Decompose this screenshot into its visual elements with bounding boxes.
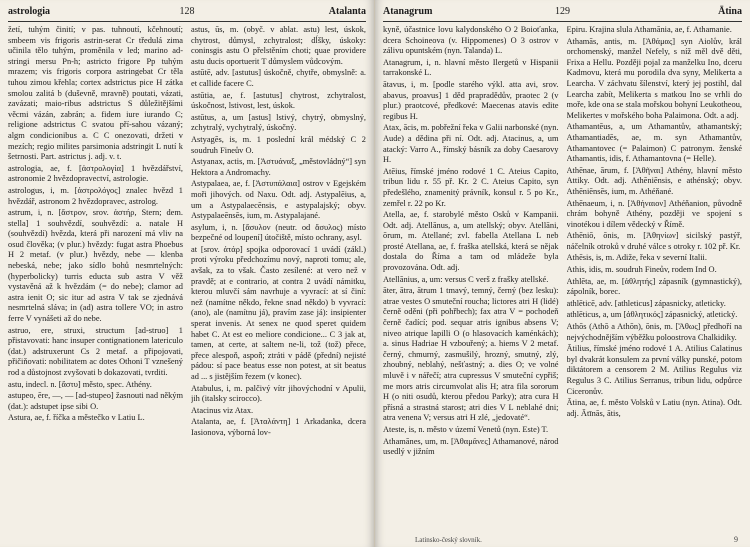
column-left bbox=[383, 25, 559, 533]
dictionary-entry: Athamānes, um, m. [Ἀθαμᾶνες] Athamanové, národ usedlý v jižním bbox=[383, 436, 559, 457]
dictionary-entry: āter, ātra, ātrum 1 tmavý, temný, černý (bez lesku): atrae vestes O smuteční roucha; lictores atri H (lidé) černě oděni (při pohřbech); fax atra V = pochodeň černě čadící; pod. sequar atris ignibus absens V; niveo atrique lapilli O (o hlasovacích kaménkách); a. sinus Hadriae H vzbouřený; a. hiems V 2 metaf. černý, chmurný, zasmušilý, hrozný, smutný, zlý, zhoubný, neblahý, nešťastný; a. dies O; ve volné mluvě i v nářečí; atra cupressus V smuteční cypřiš; me mors atris circumvolat alis H; atra fila sororum H (o niti osudů, kterou předou Parky); atra cura H přísná a strastná starost; atri dies V L neblahé dni; atra venena V; versus atri H zlé, „jedovaté“. bbox=[383, 286, 559, 423]
dictionary-entry: Atacinus viz Atax. bbox=[191, 405, 254, 415]
dictionary-entry: Athēnaeum, i, n. [Ἀθήναιον] Athéňanion, původně chrám bohyně Athény, později ve spojení s vinotékou i dílem vědecký v Římě. bbox=[566, 198, 742, 229]
header-rule bbox=[383, 21, 742, 22]
dictionary-entry: Athis, idis, m. soudruh Fineův, rodem Ind O. bbox=[566, 265, 717, 275]
header-guide-word-left: astrologia bbox=[8, 6, 51, 17]
dictionary-entry: athlēticē, adv. [athleticus] zápasnicky, atleticky. bbox=[566, 298, 726, 308]
footer-signature: Latinsko-český slovník. bbox=[415, 536, 482, 544]
dictionary-entry: Athēnae, ārum, f. [Ἀθῆναι] Athény, hlavní město Attiky. Odt. adj. Athēniēnsis, e athénský; obyv. Athēniēnsēs, ium, m. Athéňané. bbox=[566, 165, 742, 196]
dictionary-entry: Atalanta, ae, f. [Ἀταλάντη] 1 Arkadanka, dcera Iasionova, výborná lov- bbox=[191, 417, 366, 437]
dictionary-entry: Atabulus, i, m. palčivý vítr jihovýchodní v Apulii, jih (italsky scirocco). bbox=[191, 383, 366, 404]
header-guide-word-right: Ātina bbox=[718, 6, 742, 17]
dictionary-entry: astūtus, a, um [astus] lstivý, chytrý, obmyslný, zchytralý, vychytralý, úskočný. bbox=[191, 112, 366, 133]
text-columns bbox=[8, 25, 366, 533]
dictionary-entry: at [srov. ἀτάρ] spojka odporovací 1 uvádí (zákl.) proti výroku předchozímu nový, naproti tomu; ale, avšak, za to však. Často zesílené: at vero než v pravdě; at e contrario, at contra 2 uvádí námitku, kterou mluvčí sám navrhuje a vyvrací: at sí činí: než (namítne někdo, řekne snad někdo) b vyvrací: (ano), ale (namítnu já), pravím zase já): insipienter sperat invenis. At senex ne quod speret quidem habet C. At est eo meliore condicione... C 3 jak at, tamen, at certe, at saltem ne-li, tož (tož) přece, přece alespoň, aspoň; ztráti v pádě (přední) nejisté pádou: sí pace beatus esse non potest, at sit beatus ad ... s jistějším řezem (v konec). bbox=[191, 244, 366, 381]
dictionary-entry: Atellānius, a, um: versus C verš z frašky atellské. bbox=[383, 274, 549, 284]
header-guide-word-right: Atalanta bbox=[328, 6, 366, 17]
dictionary-entry: Atēius, římské jméno rodové 1 C. Ateius Capito, tribun lidu r. 55 př. Kr. 2 C. Ateius Capito, syn předešlého, znamenitý právník, konsul r. 5 po Kr., zemřel r. 22 po Kr. bbox=[383, 166, 559, 208]
dictionary-entry: ātavus, i, m. [podle starého výkl. atta avi, srov. abavus, proavus] 1 děd prapradědův, praotec 2 (v plur.) praotcové, předkové: Maecenas atavis edite regibus H. bbox=[383, 79, 559, 121]
column-right bbox=[191, 25, 366, 533]
dictionary-entry: kyně, účastnice lovu kalydonského O 2 Boioťanka, dcera Schoineova (v. Hippomenes) O 3 ostrov v zálivu opuntském (nyn. Talanda) L. bbox=[383, 25, 559, 56]
dictionary-entry: astruo, ere, struxi, structum [ad-struo] 1 přistavovati: hanc insuper contignationem latericulo (dat.) adstruxerunt Cs 2 metaf. a připojovati, přičiňovati: nobilitatem ac dotes Othoni T vznešený rod a důstojnost zvyšovati b dokazovati, tvrditi. bbox=[8, 325, 183, 377]
dictionary-entry: Ātilius, římské jméno rodové 1 A. Atilius Calatinus byl dvakrát konsulem za první války punské, potom diktátorem a censorem 2 M. Atilius Regulus viz Regulus 3 C. Atilius Serranus, tribun lidu, odpůrce Ciceronův. bbox=[566, 344, 742, 396]
column-right bbox=[567, 25, 743, 533]
dictionary-entry: astūtē, adv. [astutus] úskočně, chytře, obmyslně: a. et callide facere C. bbox=[191, 68, 366, 88]
dictionary-entry: astūtia, ae, f. [astutus] chytrost, zchytralost, úskočnost, lstivost, lest, úskok. bbox=[191, 90, 366, 111]
dictionary-entry: Astura, ae, f. říčka a městečko v Latiu L. bbox=[8, 413, 145, 423]
text-columns bbox=[383, 25, 742, 533]
running-header bbox=[383, 6, 742, 20]
dictionary-entry: Ātina, ae, f. město Volsků v Latiu (nyn. Atina). Odt. adj. Ātīnās, ātis, bbox=[566, 398, 742, 418]
dictionary-entry: Athōs (Athō a Athōn), ōnis, m. [Ἄθως] předhoří na nejvýchodnějším výběžku poloostrova Chalkidiky. bbox=[566, 322, 742, 342]
dictionary-entry: Epiru. Krajina slula Athamānia, ae, f. Athamanie. bbox=[566, 25, 732, 34]
dictionary-entry: Atanagrum, i, n. hlavní město Ilergetů v Hispanii tarrakonské L. bbox=[383, 57, 559, 78]
dictionary-entry: Astypalaea, ae, f. [Ἀστυπάλαια] ostrov v Egejském moři jihových. od Naxu. Odt. adj. Astypalēius, a, um a Astypalaecēnsis, e astypalajský; obyv. Astypalaeēnsēs, ium, m. Astypalajané. bbox=[191, 179, 366, 221]
page-number: 128 bbox=[179, 6, 195, 17]
running-header bbox=[8, 6, 366, 20]
dictionary-entry: astupeo, ēre, —, — [ad-stupeo] žasnouti nad někým (dat.): adstupet ipse sibi O. bbox=[8, 391, 183, 411]
dictionary-entry: Atax, ācis, m. pobřežní řeka v Galii narbonské (nyn. Aude) a dědina při ní. Odt. adj. Atacinus, a, um atacký: Varro A., římský básník za doby Caesarovy H. bbox=[383, 123, 559, 165]
dictionary-entry: athlēticus, a, um [ἀθλητικός] zápasnický, atletický. bbox=[566, 310, 738, 320]
dictionary-entry: Atella, ae, f. starobylé město Osků v Kampanii. Odt. adj. Atellānus, a, um atellský; obyv. Atellāni, ōrum, m. Atellané; zvl. fabella Atellana L neb prosté Atellana, ae, f. fraška atellská, která se nějak dostala do Říma a tam od mládeže byla provozována. Odt. adj. bbox=[383, 210, 559, 273]
dictionary-entry: Ateste, is, n. město v území Venetů (nyn. Este) T. bbox=[383, 424, 549, 434]
dictionary-entry: Athēsis, is, m. Adiže, řeka v severní Italii. bbox=[566, 253, 707, 263]
page-number: 129 bbox=[555, 6, 570, 17]
right-page bbox=[375, 0, 750, 547]
dictionary-entry: Astyanax, actis, m. [Ἀστυάναξ, „městovládný“] syn Hektora a Andromachy. bbox=[191, 157, 366, 177]
dictionary-entry: Athamās, antis, m. [Ἀθάμας] syn Aiolův, král orchomenský, manžel Nefely, s níž měl dvě děti, Frixa a Hellu. Později pojal za manželku Ino, dceru Kadmovu, která mu porodila dva syny, Melikerta a Learcha. V záchvatu šílenství, který jej postihl, dal Learcha zabít, Melikerta s matkou Ino se vrhli do moře, kde ona se stala mořskou bohyní Leukotheou, Melikertes v mořského boha Palaimona. Odt. a adj. bbox=[566, 36, 742, 120]
header-rule bbox=[8, 21, 366, 22]
dictionary-entry: Athamantēus, a, um Athamantův, athamantský; Athamantiadēs, ae, m. syn Athamantův, Athamantovec (= Palaimon) C patronym. ženské Athamantis, idis, f. Athamantovna (= Helle). bbox=[566, 122, 742, 164]
dictionary-entry: astrologia, ae, f. [ἀστρολογία] 1 hvězdářství, astronomie 2 hvězdopravectví, astrologie. bbox=[8, 163, 183, 184]
dictionary-entry: Athlēta, ae, m. [ἀθλητής] zápasník (gymnastický), zápolník, borec. bbox=[566, 276, 742, 297]
dictionary-entry: Astyagēs, is, m. 1 poslední král médský C 2 soudruh Fineův O. bbox=[191, 134, 366, 155]
dictionary-entry: astrum, i, n. [ἄστρον, srov. ἀστήρ, Stern; dem. stella] 1 souhvězdí, souhvězdí: a. natale H (souhvězdí) hvězda, která při narození má vliv na osud člověka; (v plur.) hvězdy: fugat astra Phoebus H 2 metaf. (v plur.) hvězdy, nebe — klenba nebeská, nebe; jako sídlo bohů nesmrtelných: (hyperbolicky) turris educta sub astra V věž vystavěná až k hvězdám (= do nebe); clamor ad astra ienit O; sic itur ad astra V tak se zjednává nesmrtelná sláva; in (ad) astra tollere VO; in astro ferre V vynášeti až do nebe. bbox=[8, 208, 183, 324]
dictionary-entry: astu, indecl. n. [ἄστυ] město, spec. Athény. bbox=[8, 379, 152, 389]
signature-number: 9 bbox=[734, 535, 738, 544]
dictionary-entry: astus, ūs, m. (obyč. v ablat. astu) lest, úskok, chytrost, důmysl, zchytralost; dĺšky, úskoky: coninsgis astu O přelstěním choti; quae providere astu ducis oportuerit T důmyslem vůdcovým. bbox=[191, 25, 366, 66]
header-guide-word-left: Atanagrum bbox=[383, 6, 433, 17]
dictionary-entry: asylum, i, n. [ἄσυλον (neutr. od ἄσυλος) místo bezpečné od loupení] útočiště, místo ochrany, asyl. bbox=[191, 222, 366, 243]
column-left bbox=[8, 25, 183, 533]
dictionary-entry: žetí, tuhým činití; v pas. tuhnoutí, kčehnoutí; smbeem vis frigoris astrin-serat Cr tředulá zima učinila tělo tuhým, proměnila v led; marino ad-stringi mersu Pn-h; astricto frigore Pp tuhým mrazem; vis frigoris corpora astringebat Cr těla tuhou zimou křehla; cortex adstrictus pice H zátka smolou zalitá b (duševně, mravně) poutati, vázati, zavázati; maio-ribus adstrictus S důležitějšími věcmi vázán, zabrán; a. fidem iure iurando C; religione adstrictus C svatou pří-sahou vázaný; algm condicionibus a. C C onezovati, držeti v mezích; regio milites parsimonia adstringit L nutí k šetrnosti. Part. astrictus j. adj. v. t. bbox=[8, 25, 183, 162]
dictionary-entry: Athēniō, ōnis, m. [Ἀθηνίων] sicilský pastýř, náčelník otroků v druhé válce s otroky r. 102 př. Kr. bbox=[566, 231, 742, 251]
dictionary-entry: astrologus, i, m. [ἀστρολόγος] znalec hvězd 1 hvězdář, astronom 2 hvězdopravec, astrolog. bbox=[8, 185, 183, 206]
